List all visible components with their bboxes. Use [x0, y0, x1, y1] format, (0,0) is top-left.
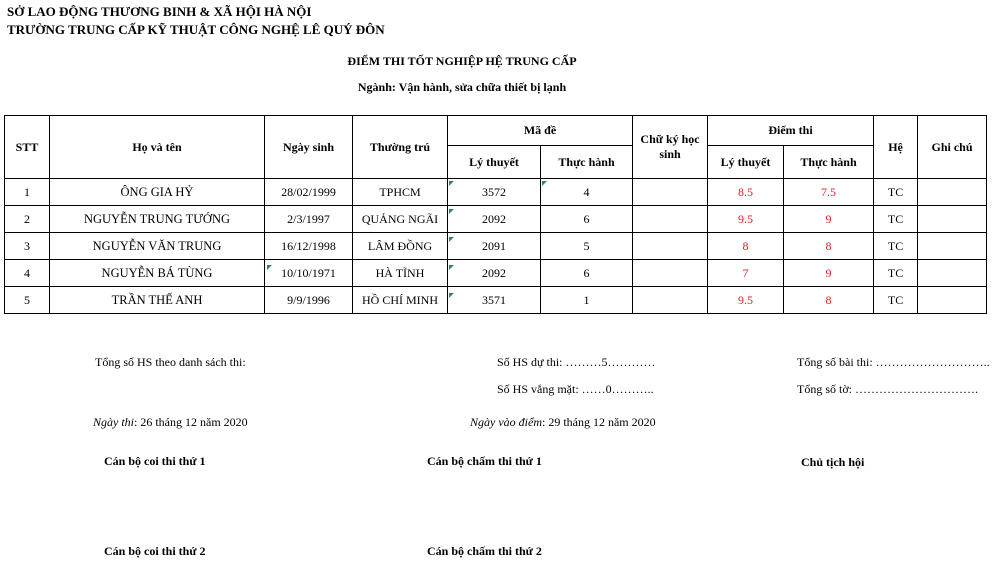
header-ma-de: Mã đề — [448, 116, 633, 146]
signature-grader-1: Cán bộ chấm thi thứ 1 — [427, 454, 542, 468]
students-attended: Số HS dự thi: ………5………… — [497, 355, 656, 369]
document-title: ĐIỂM THI TỐT NGHIỆP HỆ TRUNG CẤP — [347, 54, 577, 68]
cell-ngay-sinh: 10/10/1971 — [265, 260, 353, 287]
cell-diem-ly-thuyet: 7 — [708, 260, 784, 287]
cell-ma-ly-thuyet: 3572 — [448, 179, 541, 206]
header-thuong-tru: Thường trú — [353, 116, 448, 179]
cell-diem-ly-thuyet: 9.5 — [708, 287, 784, 314]
header-ghi-chu: Ghi chú — [918, 116, 987, 179]
cell-note-marker — [449, 209, 454, 214]
cell-he: TC — [874, 206, 918, 233]
cell-thuong-tru: HỒ CHÍ MINH — [353, 287, 448, 314]
header-stt: STT — [5, 116, 50, 179]
cell-note-marker — [449, 265, 454, 270]
exam-date-label: Ngày thi — [93, 415, 134, 429]
cell-he: TC — [874, 260, 918, 287]
cell-ma-ly-thuyet: 2092 — [448, 260, 541, 287]
cell-diem-thuc-hanh: 9 — [784, 260, 874, 287]
cell-thuong-tru: TPHCM — [353, 179, 448, 206]
grading-date — [470, 415, 656, 430]
cell-diem-ly-thuyet: 8.5 — [708, 179, 784, 206]
grades-table — [4, 115, 987, 314]
cell-chu-ky — [633, 260, 708, 287]
cell-diem-thuc-hanh: 8 — [784, 287, 874, 314]
total-sheets: Tổng số tờ: …………………………. — [797, 382, 979, 396]
table-row — [5, 233, 987, 260]
header-chu-ky: Chữ ký học sinh — [633, 116, 708, 179]
cell-chu-ky — [633, 233, 708, 260]
students-absent: Số HS vắng mặt: ……0……….. — [497, 382, 654, 396]
header-ngay-sinh: Ngày sinh — [265, 116, 353, 179]
cell-ma-thuc-hanh: 6 — [541, 206, 633, 233]
cell-thuong-tru: QUẢNG NGÃI — [353, 206, 448, 233]
cell-ngay-sinh: 16/12/1998 — [265, 233, 353, 260]
exam-date — [93, 415, 248, 430]
table-row — [5, 260, 987, 287]
cell-diem-ly-thuyet: 8 — [708, 233, 784, 260]
department-name: SỞ LAO ĐỘNG THƯƠNG BINH & XÃ HỘI HÀ NỘI — [7, 4, 312, 19]
cell-stt: 1 — [5, 179, 50, 206]
cell-thuong-tru: HÀ TĨNH — [353, 260, 448, 287]
cell-stt: 3 — [5, 233, 50, 260]
cell-chu-ky — [633, 179, 708, 206]
cell-ma-ly-thuyet: 2092 — [448, 206, 541, 233]
cell-diem-thuc-hanh: 8 — [784, 233, 874, 260]
cell-he: TC — [874, 179, 918, 206]
cell-ghi-chu — [918, 233, 987, 260]
cell-ma-thuc-hanh: 5 — [541, 233, 633, 260]
grading-date-label: Ngày vào điểm — [470, 415, 542, 429]
signature-proctor-2: Cán bộ coi thi thứ 2 — [104, 544, 206, 558]
cell-diem-thuc-hanh: 9 — [784, 206, 874, 233]
header-ma-thuc-hanh: Thực hành — [541, 146, 633, 179]
cell-note-marker — [449, 181, 454, 186]
header-diem-thuc-hanh: Thực hành — [784, 146, 874, 179]
header-he: Hệ — [874, 116, 918, 179]
cell-ngay-sinh: 9/9/1996 — [265, 287, 353, 314]
cell-stt: 4 — [5, 260, 50, 287]
table-row — [5, 287, 987, 314]
cell-ngay-sinh: 2/3/1997 — [265, 206, 353, 233]
signature-grader-2: Cán bộ chấm thi thứ 2 — [427, 544, 542, 558]
grading-date-value: : 29 tháng 12 năm 2020 — [541, 415, 656, 429]
cell-ho-ten: NGUYỄN BÁ TÙNG — [50, 260, 265, 287]
cell-diem-thuc-hanh: 7.5 — [784, 179, 874, 206]
cell-ma-ly-thuyet: 3571 — [448, 287, 541, 314]
cell-note-marker — [267, 265, 272, 270]
cell-ho-ten: NGUYỄN VĂN TRUNG — [50, 233, 265, 260]
header-ho-ten: Họ và tên — [50, 116, 265, 179]
school-name: TRƯỜNG TRUNG CẤP KỸ THUẬT CÔNG NGHỆ LÊ QUÝ ĐÔN — [7, 22, 385, 37]
cell-ma-ly-thuyet: 2091 — [448, 233, 541, 260]
cell-ma-thuc-hanh: 6 — [541, 260, 633, 287]
cell-diem-ly-thuyet: 9.5 — [708, 206, 784, 233]
cell-ghi-chu — [918, 260, 987, 287]
cell-ghi-chu — [918, 179, 987, 206]
cell-stt: 5 — [5, 287, 50, 314]
total-students-label: Tổng số HS theo danh sách thi: — [95, 355, 246, 369]
cell-ma-thuc-hanh: 4 — [541, 179, 633, 206]
cell-ho-ten: NGUYỄN TRUNG TƯỚNG — [50, 206, 265, 233]
cell-thuong-tru: LÂM ĐỒNG — [353, 233, 448, 260]
cell-note-marker — [542, 181, 547, 186]
cell-note-marker — [449, 237, 454, 242]
total-exams: Tổng số bài thi: ……………………….. — [797, 355, 990, 369]
exam-date-value: : 26 tháng 12 năm 2020 — [134, 415, 248, 429]
cell-stt: 2 — [5, 206, 50, 233]
table-row — [5, 206, 987, 233]
table-row — [5, 179, 987, 206]
header-diem-thi: Điểm thi — [708, 116, 874, 146]
cell-ho-ten: TRẦN THẾ ANH — [50, 287, 265, 314]
header-ma-ly-thuyet: Lý thuyết — [448, 146, 541, 179]
cell-ngay-sinh: 28/02/1999 — [265, 179, 353, 206]
cell-ho-ten: ÔNG GIA HỶ — [50, 179, 265, 206]
cell-chu-ky — [633, 287, 708, 314]
signature-chairman: Chủ tịch hội — [801, 455, 865, 469]
cell-he: TC — [874, 233, 918, 260]
cell-chu-ky — [633, 206, 708, 233]
cell-ghi-chu — [918, 206, 987, 233]
header-diem-ly-thuyet: Lý thuyết — [708, 146, 784, 179]
cell-note-marker — [449, 293, 454, 298]
cell-ghi-chu — [918, 287, 987, 314]
cell-he: TC — [874, 287, 918, 314]
document-subtitle: Ngành: Vận hành, sửa chữa thiết bị lạnh — [357, 80, 567, 94]
signature-proctor-1: Cán bộ coi thi thứ 1 — [104, 454, 206, 468]
cell-ma-thuc-hanh: 1 — [541, 287, 633, 314]
